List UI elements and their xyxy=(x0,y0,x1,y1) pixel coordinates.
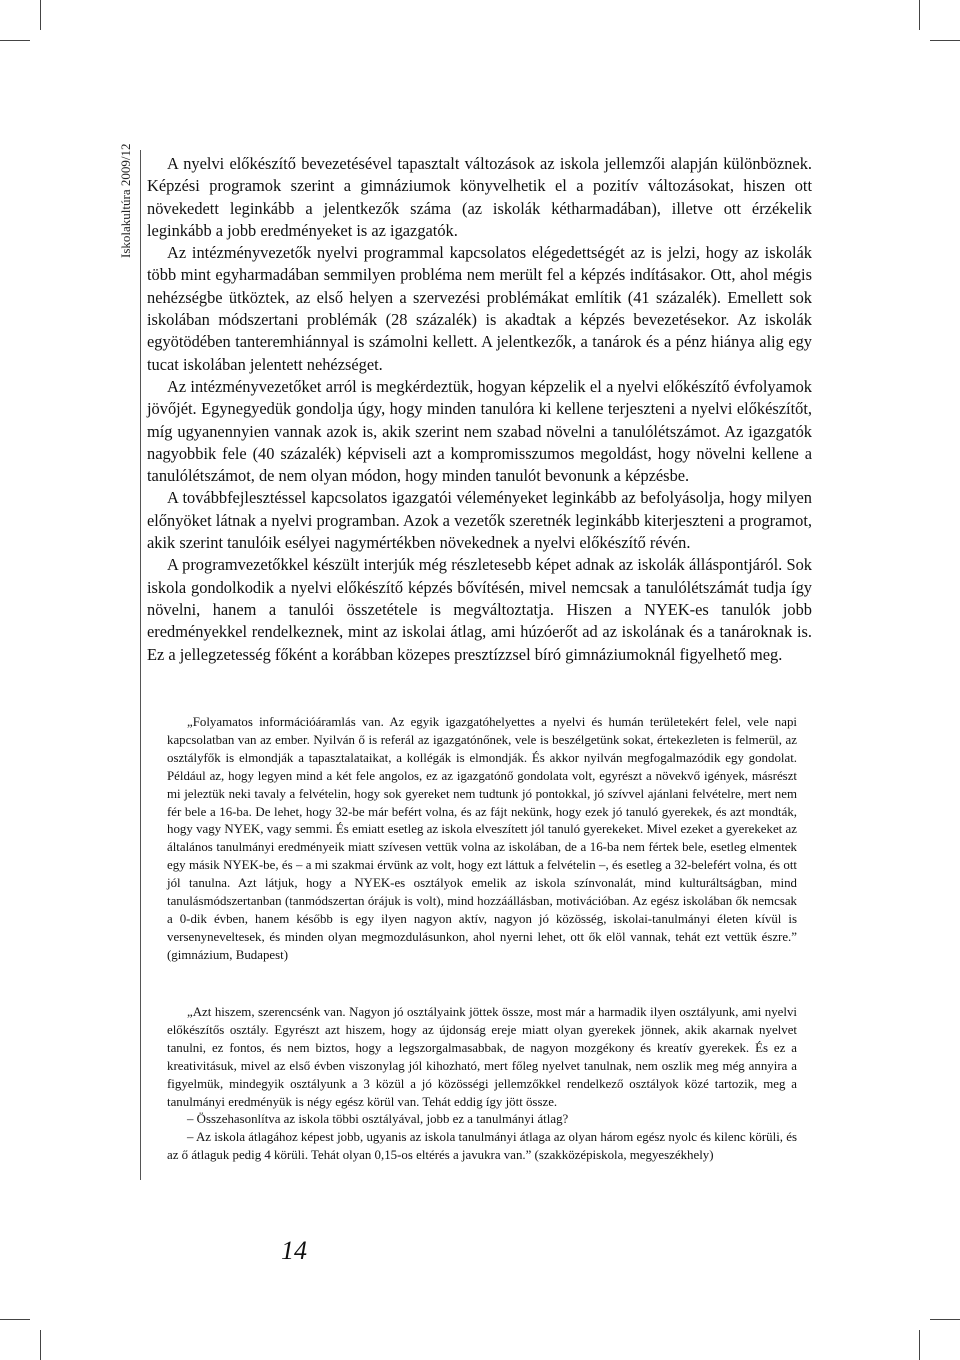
quote-paragraph: „Folyamatos információáramlás van. Az egyik igazgatóhelyettes a nyelvi és humán területekért felel, vele napi kapcsolatban van az ember. Nyilván ő is referál az igazgatónőnek, vele is beszélgetünk sokat, értekezleten is felmerül, az osztályfők is elmondják a tapasztalataikat, a kollégák is elmondják. És akkor nyilván megfogalmazódik egy gondolat. Például az, hogy legyen mind a két fele angolos, ez az igazgatónő gondolata volt, egyrészt a növekvő igények, másrészt mi jeleztük neki tavaly a felvételin, hogy sok gyereket nem tudtunk jó pontokkal, jó szívvel ajánlani felvételre, mert nem fér bele a 16-ba. De lehet, hogy 32-be már befért volna, és az fájt nekünk, hogy ezek jó tanuló gyerekek, és azt mondták, hogy vagy NYEK, vagy semmi. És emiatt esetleg az iskola elveszített jól tanuló gyerekeket. Mivel ezeket a gyerekeket az általános tanulmányi eredményeik miatt szívesen vettük volna az iskolában, de a 16-ba nem fértek bele, esetleg elmentek egy másik NYEK-be, és – a mi szakmai érvünk az volt, hogy ezt láttuk a felvételin –, és esetleg a 32-belefért volna, és ott jól tanulna. Azt látjuk, hogy a NYEK-es osztályok emelik az iskola színvonalát, mind kulturáltságban, mind tanulásmódszertanban (tanmódszertan órájuk is volt), mind hozzáállásban, motivációban. Az egész iskolában ők nemcsak a 0-dik évben, hanem később is egy ilyen nagyon aktív, nagyon jó közösség, iskolai-tanulmányi életen kívül is versenyneveltesek, és minden olyan megmozdulásunkon, ahol nyerni lehet, ott ők elöl vannak, tehát ezt vettük észre.” (gimnázium, Budapest) xyxy=(167,715,797,962)
crop-mark-bottom-left-h xyxy=(0,1319,30,1320)
crop-mark-top-left xyxy=(40,0,41,30)
crop-mark-top-right-h xyxy=(930,40,960,41)
running-head: Iskolakultúra 2009/12 xyxy=(118,143,133,258)
quote-paragraph: „Azt hiszem, szerencsénk van. Nagyon jó osztályaink jöttek össze, most már a harmadik ilyen osztályunk, ami nyelvi előkészítős osztály. Egyrészt azt hiszem, hogy az újdonság ereje miatt olyan gyerekek jönnek, akik akarnak nyelvet tanulni, ez fontos, és nem biztos, hogy a legszorgalmasabbak, de nagyon mozgékony és kreatív gyerekek. És ez a kreativitásuk, mivel az első évben viszonylag jól kihozható, mert főleg nyelvet tanulnak, nem oszlik meg még annyira a figyelmük, mindegyik osztályunk a 3 közül a jó közösségi jellemzőkkel rendelkező osztályok közé tartozik, meg a tanulmányi eredményük is négy egész körül van. Tehát eddig így jött össze. xyxy=(167,1005,797,1109)
crop-mark-bottom-right xyxy=(919,1330,920,1360)
margin-rule xyxy=(140,150,141,1180)
body-paragraph: A programvezetőkkel készült interjúk még részletesebb képet adnak az iskolák álláspontjáról. Sok iskola gondolkodik a nyelvi előkészítő képzés bővítésén, mivel nemcsak a tanulólétszámát tudja így növelni, hanem a tanulói összetétele is megváltoztatja. Hiszen a NYEK-es tanulók jobb eredményekkel rendelkeznek, mint az iskolai átlag, ami húzóerőt ad az iskolának és a tanároknak is. Ez a jellegzetesség főként a korábban közepes presztízzsel bíró gimnáziumoknál figyelhető meg. xyxy=(147,555,812,664)
quote-paragraph: – Az iskola átlagához képest jobb, ugyanis az iskola tanulmányi átlaga az olyan három egész nyolc és kilenc körüli, és az ő átlaguk pedig 4 körüli. Tehát olyan 0,15-os eltérés a javukra van.” (szakközépiskola, megyeszékhely) xyxy=(167,1130,797,1163)
interview-quote-2 xyxy=(167,1004,797,1165)
crop-mark-top-left-h xyxy=(0,40,30,41)
body-text xyxy=(147,153,812,666)
quote-paragraph: – Összehasonlítva az iskola többi osztályával, jobb ez a tanulmányi átlag? xyxy=(187,1112,569,1127)
body-paragraph: Az intézményvezetők nyelvi programmal kapcsolatos elégedettségét az is jelzi, hogy az iskolák több mint egyharmadában semmilyen probléma nem merült fel a képzés indításakor. Ott, ahol mégis nehézségbe ütköztek, az első helyen a szervezési problémákat említik (41 százalék). Emellett sok iskolában módszertani problémák (28 százalék) is akadtak a képzés bevezetésekor. Az iskolák egyötödében tanteremhiánnyal is számolni kellett. A jelentkezők, a tanárok és a pénz hiánya alig egy tucat iskolában jelentett nehézséget. xyxy=(147,243,812,374)
crop-mark-bottom-left xyxy=(40,1330,41,1360)
interview-quote-1 xyxy=(167,714,797,965)
crop-mark-bottom-right-h xyxy=(930,1319,960,1320)
body-paragraph: Az intézményvezetőket arról is megkérdeztük, hogyan képzelik el a nyelvi előkészítő évfolyamok jövőjét. Egynegyedük gondolja úgy, hogy minden tanulóra ki kellene terjeszteni a nyelvi előkészítőt, míg ugyanennyien vannak azok is, akik szerint nem szabad növelni a tanulólétszámot. Az igazgatók nagyobbik fele (40 százalék) képviseli azt a kompromisszumos megoldást, hogy növelni kellene a tanulólétszámot, de nem olyan módon, hogy minden tanulót bevonunk a képzésbe. xyxy=(147,376,812,486)
body-paragraph: A nyelvi előkészítő bevezetésével tapasztalt változások az iskola jellemzői alapján különböznek. Képzési programok szerint a gimnáziumok könyvelhetik el a pozitív változásokat, hiszen ott növekedett leginkább a jelentkezők száma (az iskolák kétharmadában), illetve ott érzékelik leginkább a jobb eredményeket is az igazgatók. xyxy=(147,154,812,240)
crop-mark-top-right xyxy=(919,0,920,30)
page-number: 14 xyxy=(281,1236,307,1265)
body-paragraph: A továbbfejlesztéssel kapcsolatos igazgatói véleményeket leginkább az befolyásolja, hogy milyen előnyöket látnak a nyelvi programban. Azok a vezetők szeretnék leginkább kiterjeszteni a programot, akik szerint tanulóik esélyei nagymértékben növekednek a nyelvi előkészítő révén. xyxy=(147,488,812,553)
